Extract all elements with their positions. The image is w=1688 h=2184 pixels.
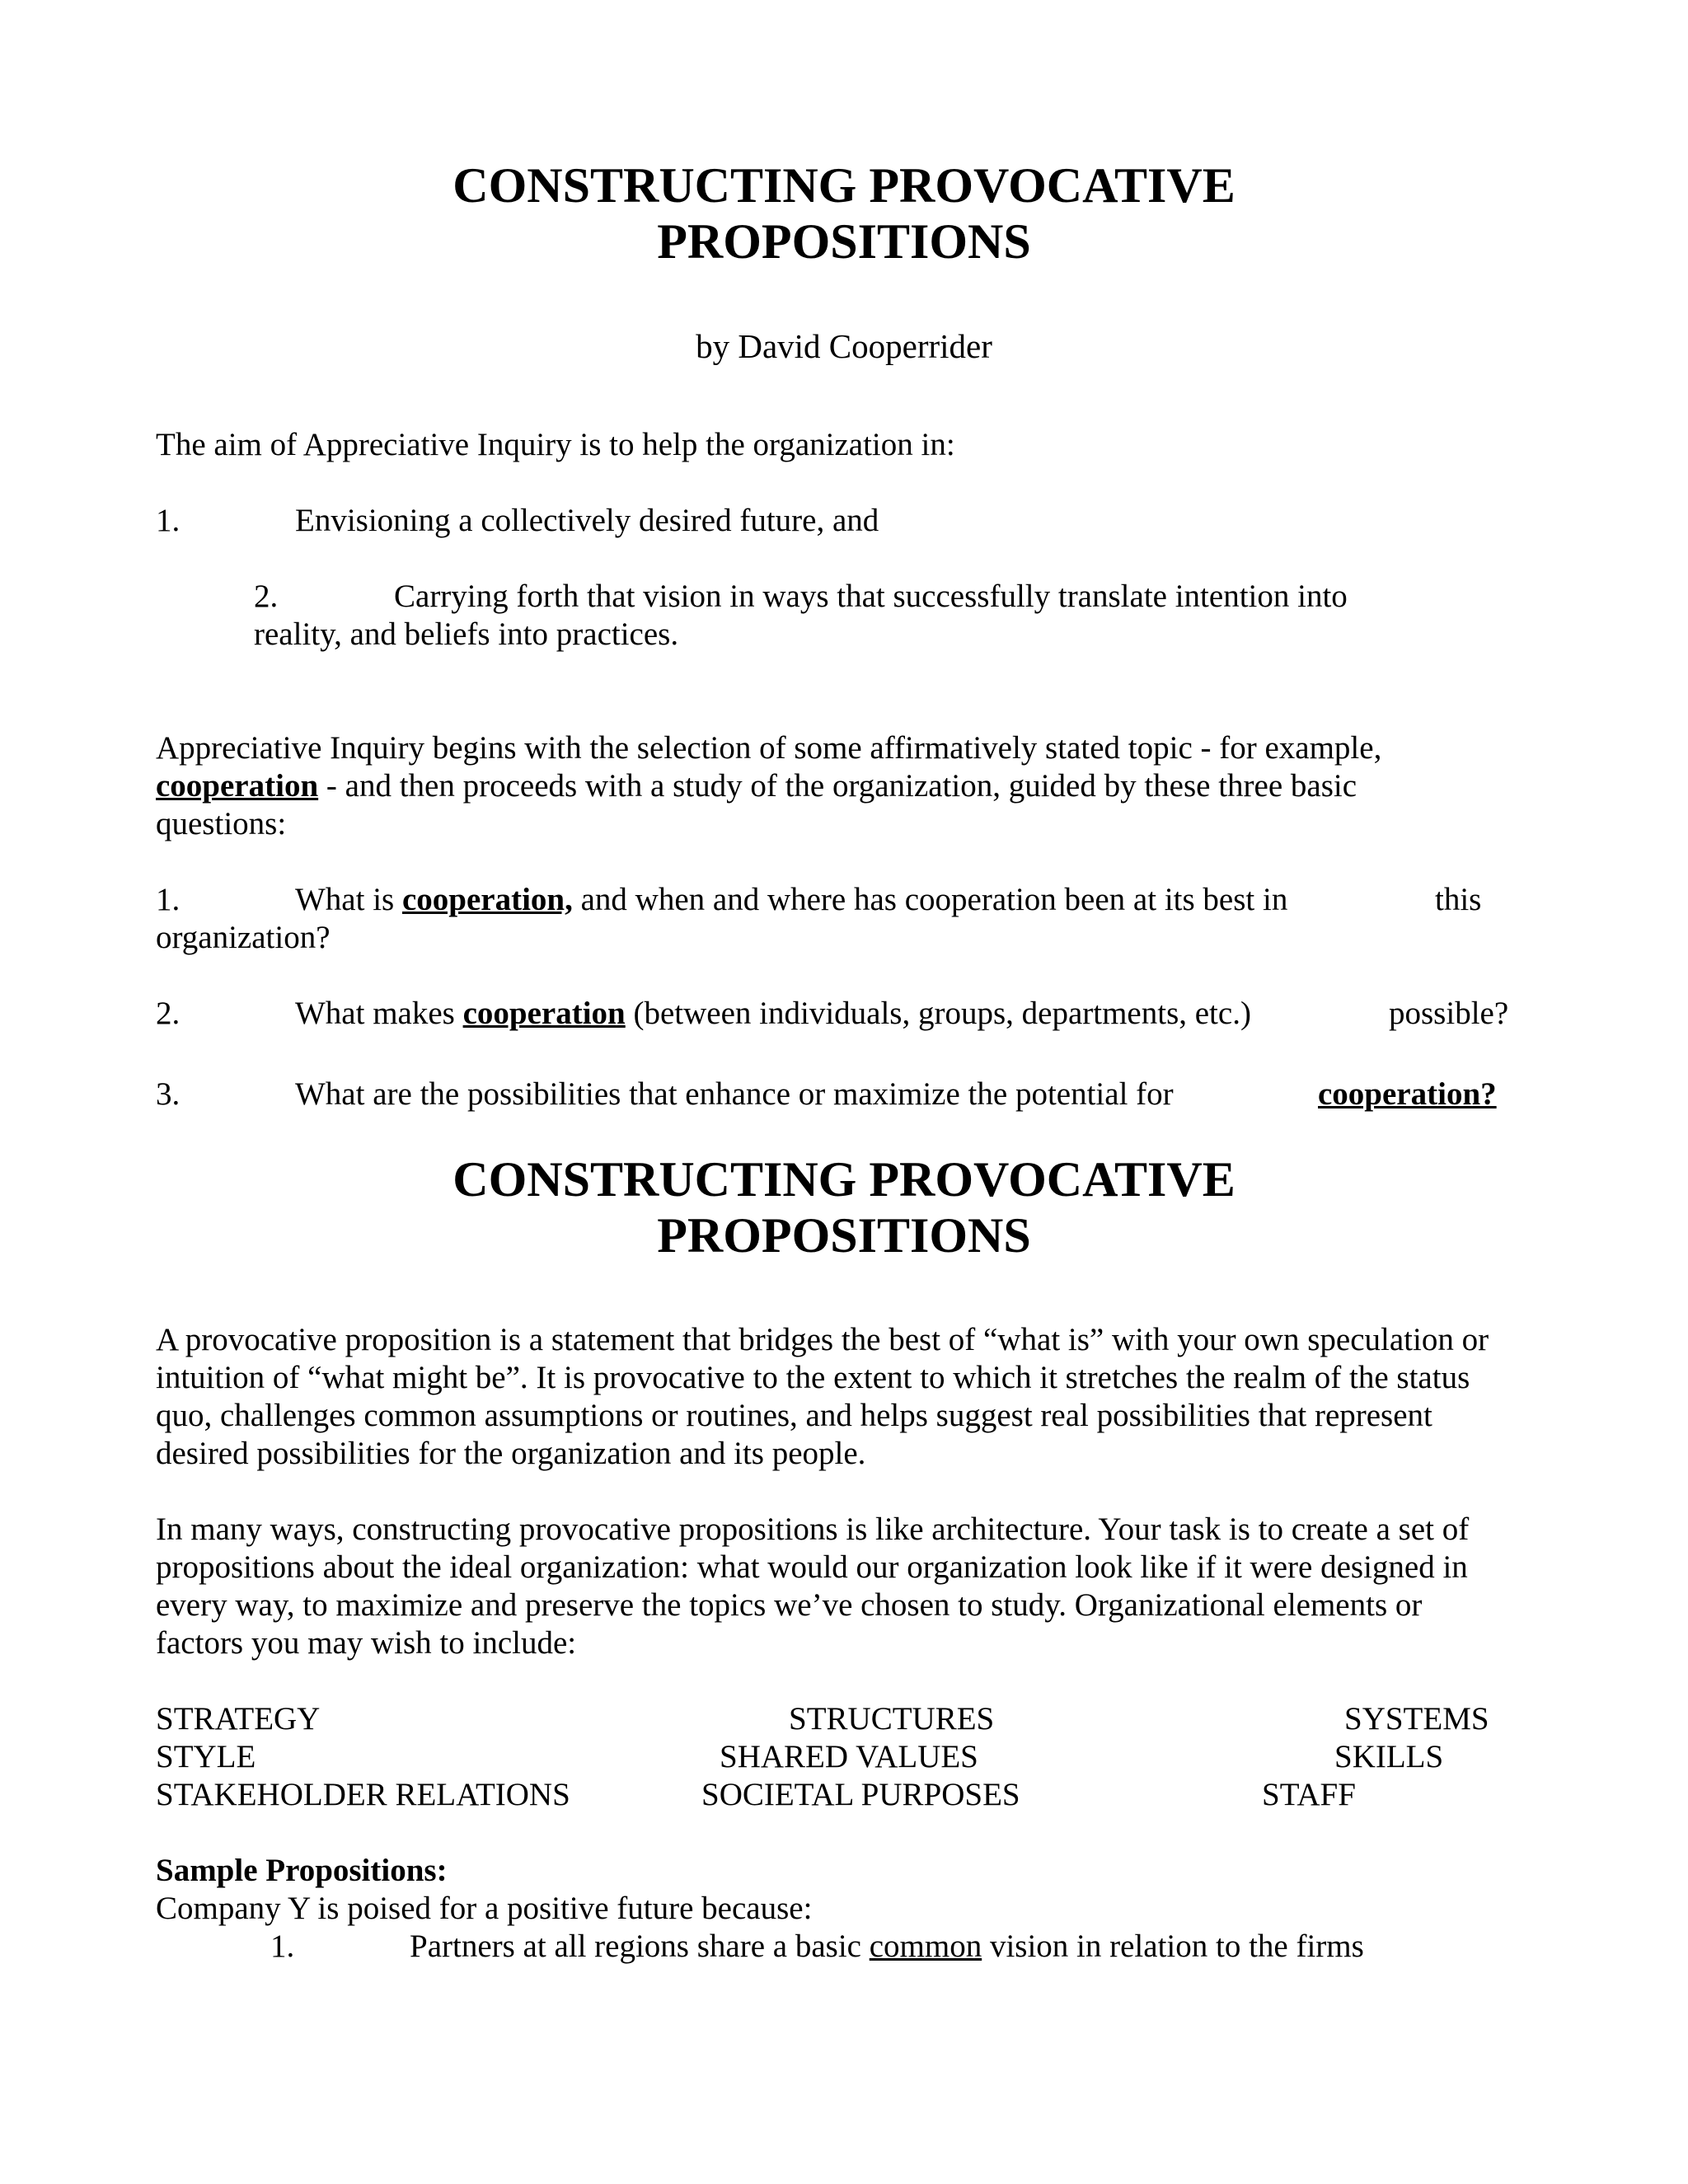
question-3-text: What are the possibilities that enhance or maximize the potential for [295, 1076, 1174, 1112]
question-3-number: 3. [156, 1076, 181, 1112]
para-1-line-3: quo, challenges common assumptions or routines, and helps suggest real possibilities that represent [156, 1398, 1432, 1433]
begins-line-2-rest: - and then proceeds with a study of the organization, guided by these three basic [318, 768, 1357, 804]
aim-item-2-number: 2. [254, 579, 279, 614]
section-title-line-1: CONSTRUCTING PROVOCATIVE [452, 1152, 1236, 1207]
para-1-line-1: A provocative proposition is a statement that bridges the best of “what is” with your own speculation or [156, 1322, 1489, 1357]
question-1-text: What is cooperation, and when and where has cooperation been at its best in [295, 882, 1288, 917]
sample-heading: Sample Propositions: [156, 1853, 448, 1888]
aim-intro: The aim of Appreciative Inquiry is to help the organization in: [156, 427, 955, 462]
para-2-line-1: In many ways, constructing provocative propositions is like architecture. Your task is to create a set of [156, 1511, 1470, 1547]
aim-item-1-text: Envisioning a collectively desired future, and [295, 503, 879, 538]
element-shared-values: SHARED VALUES [720, 1739, 978, 1774]
question-1-number: 1. [156, 882, 181, 917]
aim-item-2-text: Carrying forth that vision in ways that successfully translate intention into [394, 579, 1348, 614]
topic-term: cooperation [156, 768, 319, 804]
element-skills: SKILLS [1334, 1739, 1444, 1774]
element-stakeholder-relations: STAKEHOLDER RELATIONS [156, 1777, 570, 1812]
question-2-text: What makes cooperation (between individuals, groups, departments, etc.) [295, 996, 1251, 1031]
begins-line-1: Appreciative Inquiry begins with the selection of some affirmatively stated topic - for example, [156, 730, 1382, 766]
sample-item-1-text: Partners at all regions share a basic common vision in relation to the firms [410, 1929, 1364, 1964]
sample-intro: Company Y is poised for a positive future because: [156, 1891, 813, 1926]
question-1-term: cooperation, [401, 882, 573, 917]
para-1-line-2: intuition of “what might be”. It is provocative to the extent to which it stretches the realm of the status [156, 1360, 1470, 1395]
para-2-line-3: every way, to maximize and preserve the topics we’ve chosen to study. Organizational elements or [156, 1587, 1423, 1623]
title-line-1: CONSTRUCTING PROVOCATIVE [452, 158, 1236, 213]
question-3-term: cooperation? [1318, 1076, 1497, 1112]
question-1-tail: this [1435, 882, 1482, 917]
question-2-number: 2. [156, 996, 181, 1031]
element-systems: SYSTEMS [1344, 1701, 1489, 1736]
question-2-tail: possible? [1389, 996, 1509, 1031]
sample-item-1-term: common [869, 1929, 982, 1964]
begins-line-3: questions: [156, 806, 287, 841]
aim-item-1-number: 1. [156, 503, 181, 538]
element-strategy: STRATEGY [156, 1701, 321, 1736]
element-staff: STAFF [1262, 1777, 1356, 1812]
element-style: STYLE [156, 1739, 256, 1774]
para-2-line-2: propositions about the ideal organization: what would our organization look like if it were designed in [156, 1549, 1468, 1585]
section-title-line-2: PROPOSITIONS [657, 1208, 1031, 1263]
question-1-continuation: organization? [156, 920, 331, 955]
byline: by David Cooperrider [696, 327, 992, 365]
element-structures: STRUCTURES [789, 1701, 995, 1736]
para-1-line-4: desired possibilities for the organization and its people. [156, 1436, 866, 1471]
begins-line-2 [156, 767, 1357, 805]
para-2-line-4: factors you may wish to include: [156, 1625, 577, 1661]
element-societal-purposes: SOCIETAL PURPOSES [701, 1777, 1020, 1812]
question-2-term: cooperation [462, 996, 626, 1031]
aim-item-2-continuation: reality, and beliefs into practices. [254, 616, 679, 652]
sample-item-1-number: 1. [270, 1929, 295, 1964]
title-line-2: PROPOSITIONS [657, 214, 1031, 269]
